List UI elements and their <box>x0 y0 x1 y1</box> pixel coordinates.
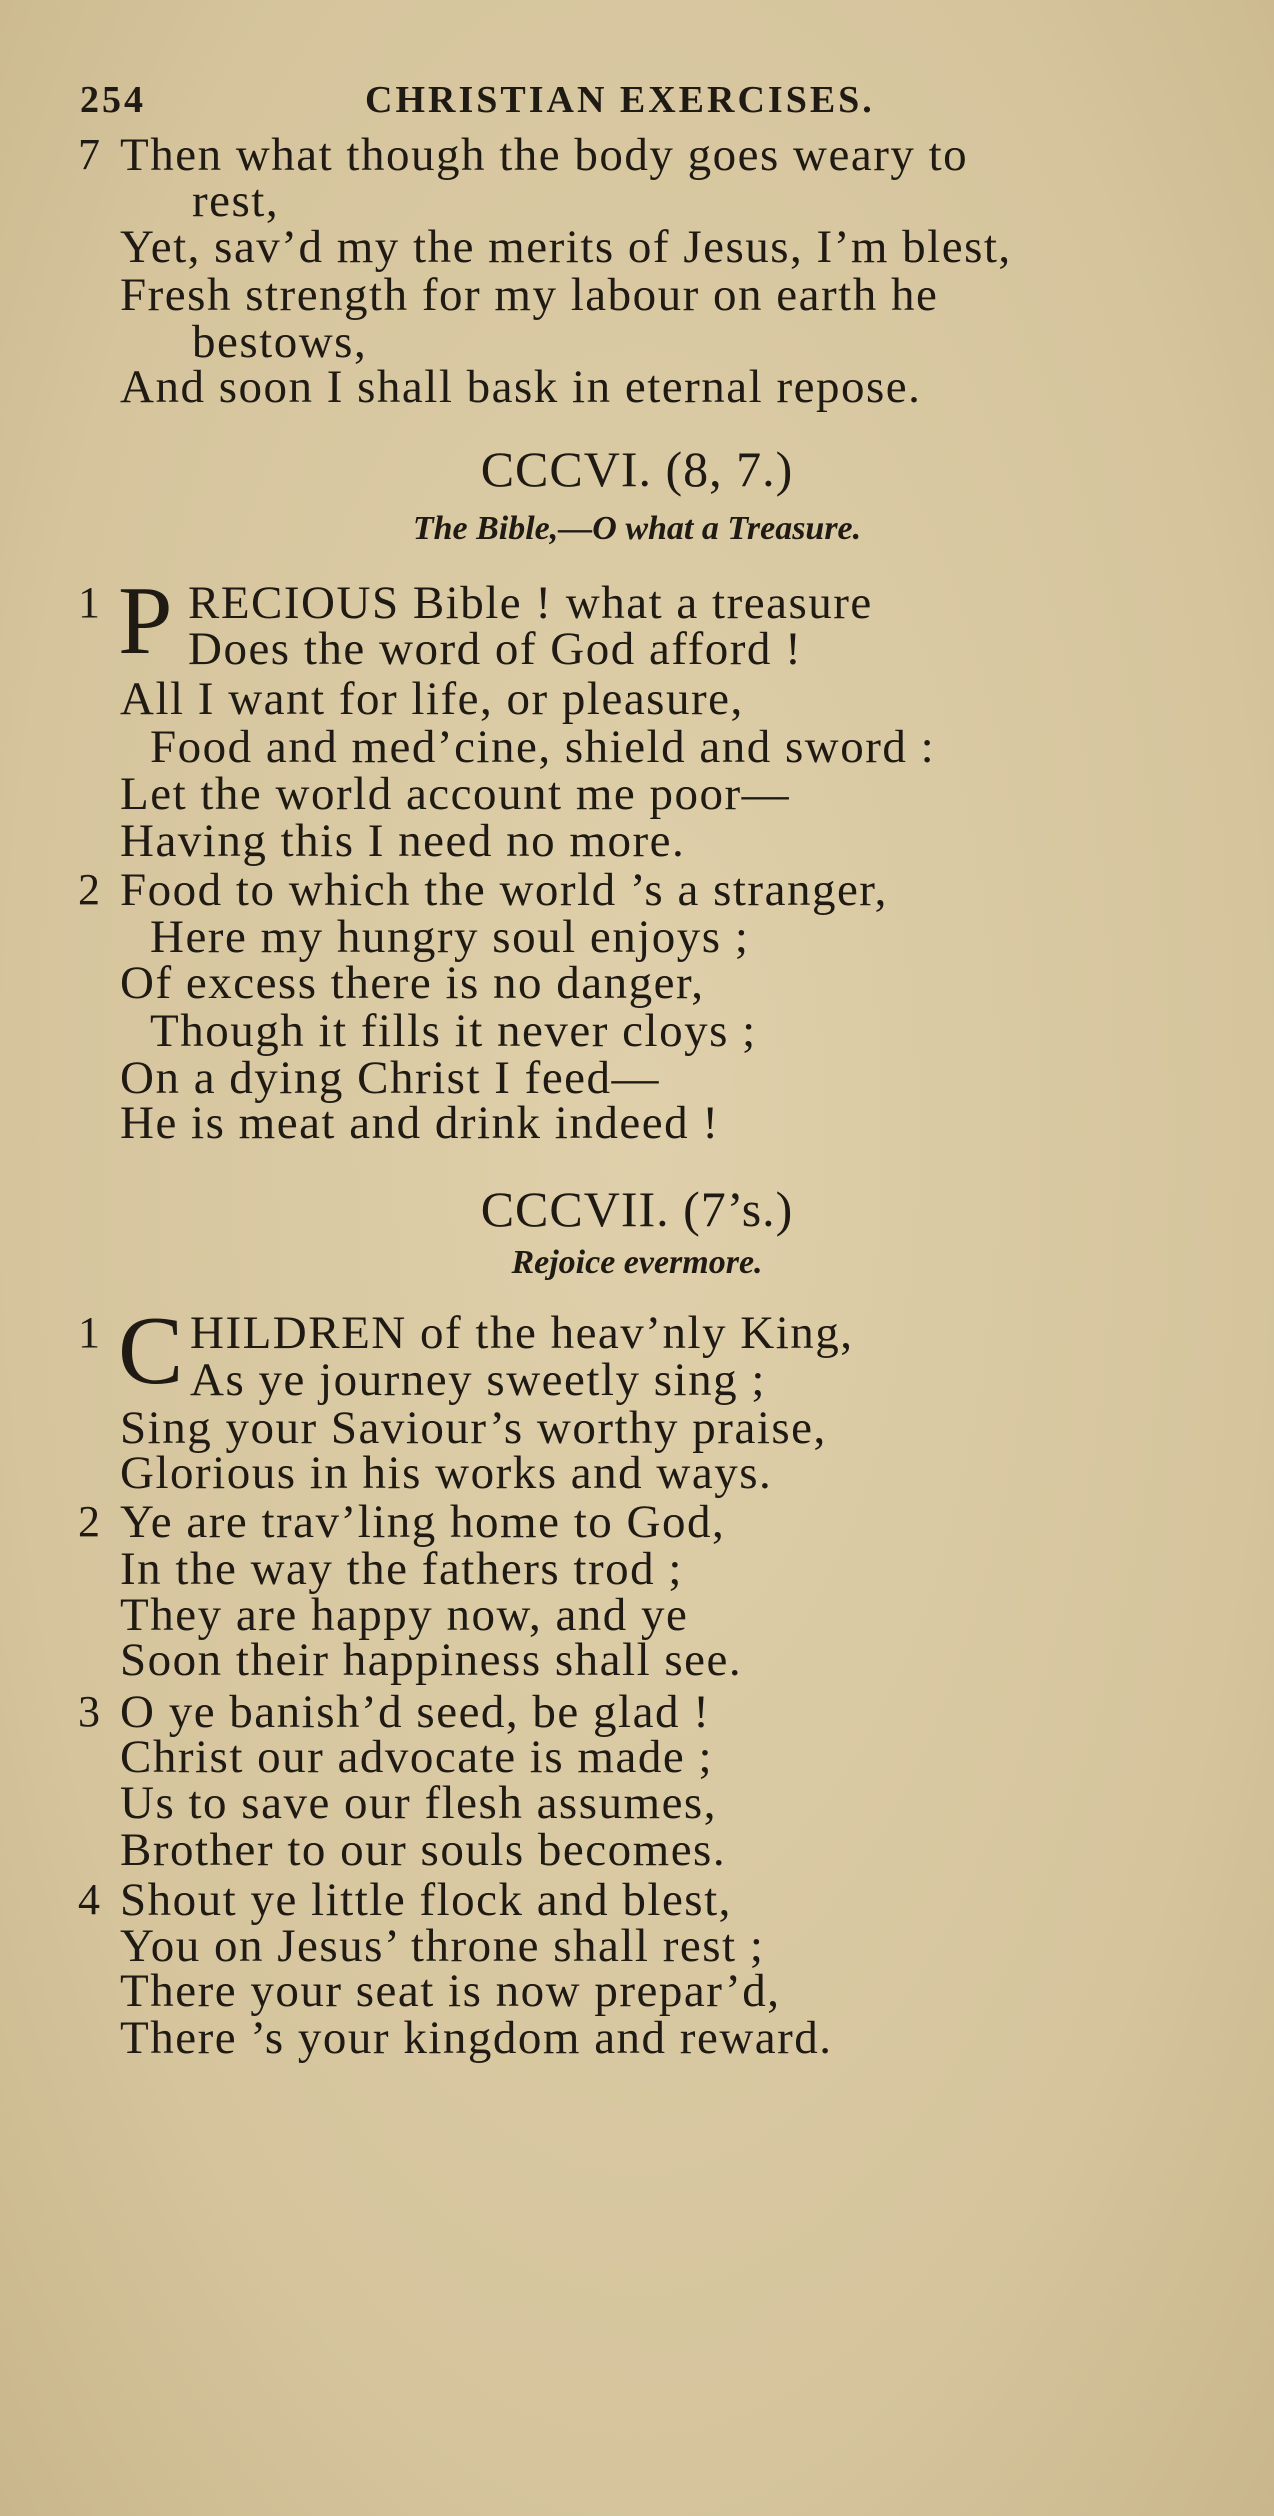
stanza-number: 2 <box>78 1497 100 1546</box>
drop-cap: C <box>118 1297 184 1405</box>
verse-line: Of excess there is no danger, <box>120 957 705 1009</box>
verse-line: Having this I need no more. <box>120 815 686 867</box>
verse-line: Glorious in his works and ways. <box>120 1447 773 1499</box>
verse-line: Brother to our souls becomes. <box>120 1824 727 1876</box>
stanza-number: 1 <box>78 578 100 627</box>
verse-line: They are happy now, and ye <box>120 1589 689 1641</box>
stanza-number: 4 <box>78 1875 100 1924</box>
verse-line: Sing your Saviour’s worthy praise, <box>120 1402 827 1454</box>
drop-cap: P <box>118 567 173 675</box>
stanza-number: 7 <box>78 130 100 179</box>
stanza-number: 2 <box>78 865 100 914</box>
verse-line: O ye banish’d seed, be glad ! <box>120 1686 711 1738</box>
verse-line: rest, <box>192 175 280 227</box>
verse-line: Fresh strength for my labour on earth he <box>120 269 939 321</box>
verse-line: As ye journey sweetly sing ; <box>190 1354 766 1406</box>
verse-line: Does the word of God afford ! <box>188 623 803 675</box>
verse-line: Us to save our flesh assumes, <box>120 1777 717 1829</box>
verse-line: Though it fills it never cloys ; <box>150 1005 757 1057</box>
verse-line: He is meat and drink indeed ! <box>120 1097 720 1149</box>
verse-line: On a dying Christ I feed— <box>120 1052 661 1104</box>
verse-line: All I want for life, or pleasure, <box>120 673 744 725</box>
verse-line: In the way the fathers trod ; <box>120 1543 683 1595</box>
verse-line: Ye are trav’ling home to God, <box>120 1496 726 1548</box>
page-number: 254 <box>80 79 146 121</box>
verse-line: Christ our advocate is made ; <box>120 1731 713 1783</box>
running-title: CHRISTIAN EXERCISES. <box>365 79 875 121</box>
hymn-title: CCCVII. (7’s.) <box>480 1181 794 1237</box>
hymn-title: CCCVI. (8, 7.) <box>480 441 794 497</box>
hymn-subtitle: The Bible,—O what a Treasure. <box>412 510 862 547</box>
verse-line: bestows, <box>192 316 368 368</box>
verse-line: Food and med’cine, shield and sword : <box>150 721 936 773</box>
verse-line: Here my hungry soul enjoys ; <box>150 911 750 963</box>
verse-line: Food to which the world ’s a stranger, <box>120 864 888 916</box>
verse-line: There ’s your kingdom and reward. <box>120 2012 833 2064</box>
verse-line: There your seat is now prepar’d, <box>120 1965 781 2017</box>
verse-line: RECIOUS Bible ! what a treasure <box>188 577 873 629</box>
verse-line: Let the world account me poor— <box>120 768 791 820</box>
verse-line: Soon their happiness shall see. <box>120 1634 743 1686</box>
hymn-subtitle: Rejoice evermore. <box>511 1244 763 1281</box>
stanza-number: 3 <box>78 1687 100 1736</box>
verse-line: Yet, sav’d my the merits of Jesus, I’m blest, <box>120 221 1012 273</box>
verse-line: Then what though the body goes weary to <box>120 129 969 181</box>
verse-line: Shout ye little flock and blest, <box>120 1874 732 1926</box>
verse-line: HILDREN of the heav’nly King, <box>190 1307 854 1359</box>
verse-line: And soon I shall bask in eternal repose. <box>120 361 922 413</box>
verse-line: You on Jesus’ throne shall rest ; <box>120 1920 765 1972</box>
stanza-number: 1 <box>78 1308 100 1357</box>
